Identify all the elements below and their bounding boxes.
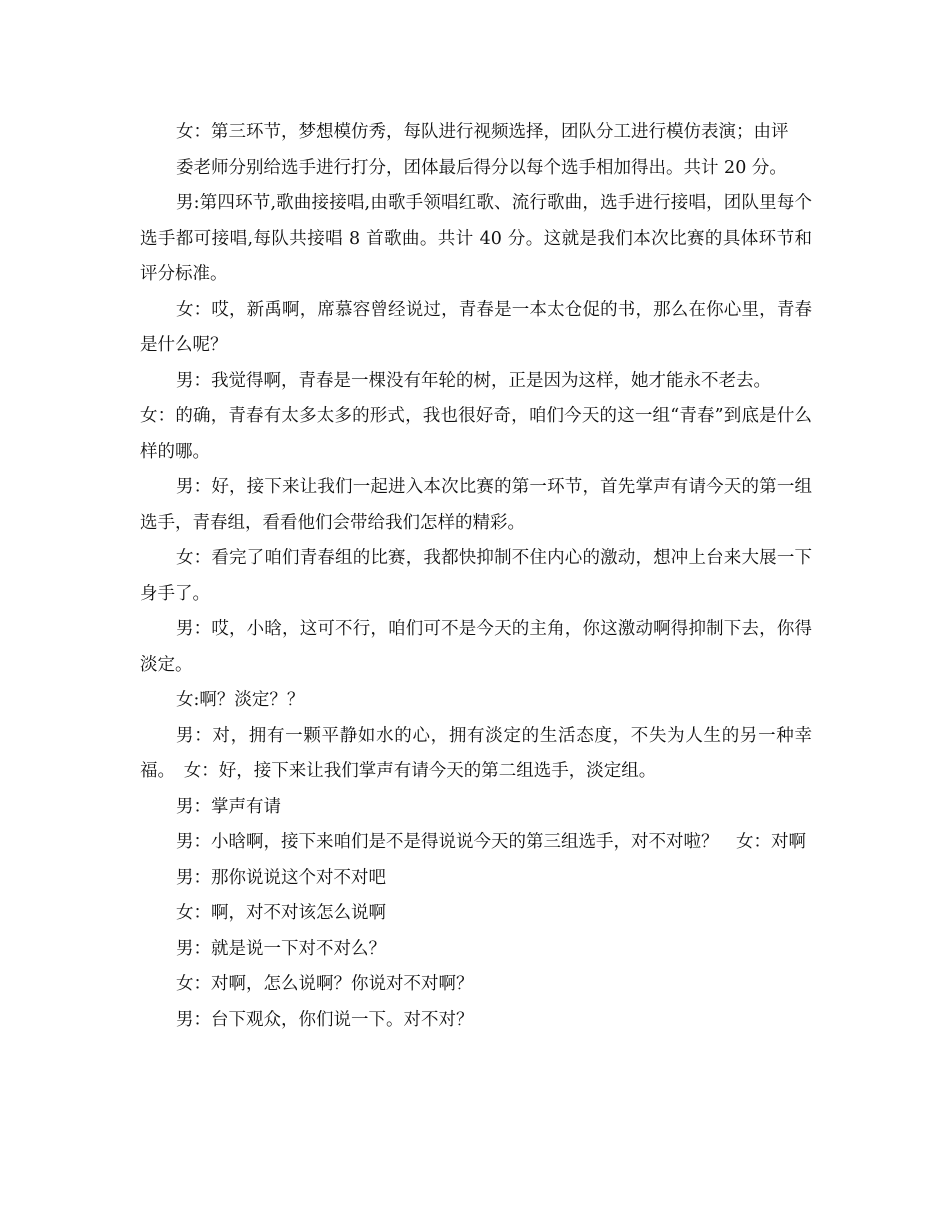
paragraph: 女：哎，新禹啊，席慕容曾经说过，青春是一本太仓促的书，那么在你心里，青春是什么呢？ xyxy=(140,299,812,355)
paragraph: 女：啊，对不对该怎么说啊 xyxy=(176,903,386,923)
paragraph: 男：好，接下来让我们一起进入本次比赛的第一环节，首先掌声有请今天的第一组选手，青春组，看看他们会带给我们怎样的精彩。 xyxy=(140,477,812,533)
paragraph: 女：第三环节，梦想模仿秀，每队进行视频选择，团队分工进行模仿表演；由评 xyxy=(176,122,789,142)
paragraph: 男：对，拥有一颗平静如水的心，拥有淡定的生活态度，不失为人生的另一种幸福。 女：好，接下来让我们掌声有请今天的第二组选手，淡定组。 xyxy=(140,725,812,781)
paragraph: 男：我觉得啊，青春是一棵没有年轮的树，正是因为这样，她才能永不老去。 xyxy=(176,370,771,391)
paragraph: 女：对啊，怎么说啊？你说对不对啊？ xyxy=(176,974,474,994)
paragraph: 女:啊？淡定？？ xyxy=(176,690,305,710)
paragraph: 男：台下观众，你们说一下。对不对？ xyxy=(176,1009,474,1030)
paragraph: 女：的确，青春有太多太多的形式，我也很好奇，咱们今天的这一组“青春”到底是什么样的哪。 xyxy=(140,406,812,462)
paragraph: 女：看完了咱们青春组的比赛，我都快抑制不住内心的激动，想冲上台来大展一下身手了。 xyxy=(140,548,812,604)
paragraph: 男：那你说说这个对不对吧 xyxy=(176,867,386,888)
paragraph: 男：哎，小晗，这可不行，咱们可不是今天的主角，你这激动啊得抑制下去，你得淡定。 xyxy=(140,619,812,675)
paragraph: 男：就是说一下对不对么？ xyxy=(176,938,386,959)
paragraph: 委老师分别给选手进行打分，团体最后得分以每个选手相加得出。共计 20 分。 xyxy=(176,157,787,178)
paragraph: 男:第四环节,歌曲接接唱,由歌手领唱红歌、流行歌曲，选手进行接唱，团队里每个选手都可接唱,每队共接唱 8 首歌曲。共计 40 分。这就是我们本次比赛的具体环节和评分标准。 xyxy=(140,193,812,284)
document-page xyxy=(140,115,812,1038)
paragraph: 男：小晗啊，接下来咱们是不是得说说今天的第三组选手，对不对啦？ 女：对啊 xyxy=(176,832,806,852)
paragraph: 男：掌声有请 xyxy=(176,796,281,817)
